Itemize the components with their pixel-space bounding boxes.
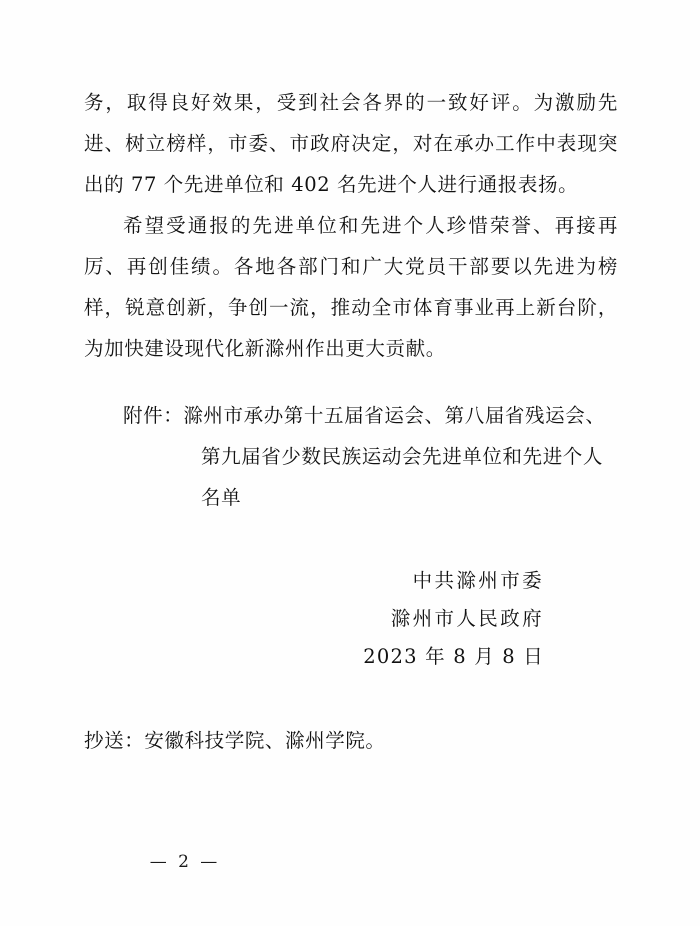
signature-organization-1: 中共滁州市委 (412, 569, 544, 592)
attachment-line-2: 第九届省少数民族运动会先进单位和先进个人 (201, 445, 604, 468)
page-number: — 2 — (149, 852, 221, 872)
document-body (84, 82, 618, 760)
paragraph-1: 务，取得良好效果，受到社会各界的一致好评。为激励先进、树立榜样，市委、市政府决定，对在承办工作中表现突出的 77 个先进单位和 402 名先进个人进行通报表扬。 (84, 91, 618, 196)
cc-label: 抄送： (84, 729, 145, 752)
cc-recipients: 安徽科技学院、滁州学院。 (144, 729, 386, 752)
attachment-title-part-1: 滁州市承办第十五届省运会、第八届省残运会、 (183, 404, 606, 427)
attachment-label: 附件： (123, 404, 184, 427)
cc-block (84, 722, 618, 760)
attachment-block (84, 395, 618, 518)
paragraph-2: 希望受通报的先进单位和先进个人珍惜荣誉、再接再厉、再创佳绩。各地各部门和广大党员干部要以先进为榜样，锐意创新，争创一流，推动全市体育事业再上新台阶，为加快建设现代化新滁州作出更大贡献。 (84, 214, 618, 360)
attachment-line-1 (123, 395, 618, 436)
signature-date: 2023 年 8 月 8 日 (363, 645, 544, 668)
signature-block (84, 562, 618, 676)
signature-organization-2: 滁州市人民政府 (390, 607, 544, 630)
page-footer (0, 852, 700, 872)
attachment-line-3: 名单 (201, 486, 242, 509)
